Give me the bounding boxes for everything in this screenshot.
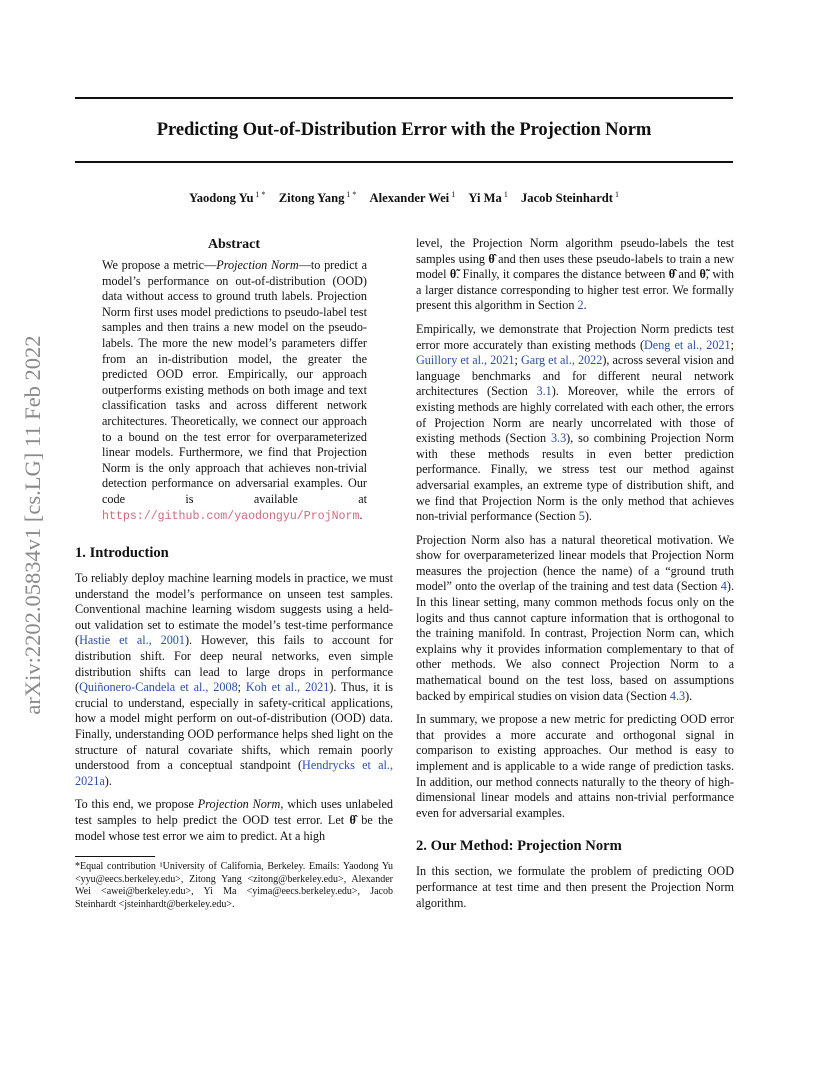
author: Yaodong Yu $^{1 *}$ [189, 190, 266, 205]
theta-hat-symbol: θ̂ [668, 267, 676, 282]
citation-link[interactable]: Hendrycks et al., 2021a [75, 758, 393, 788]
abstract-heading: Abstract [207, 237, 261, 252]
citation-link[interactable]: Quiñonero-Candela et al., 2008 [79, 680, 238, 695]
citation-link[interactable]: Guillory et al., 2021 [416, 353, 515, 368]
section-ref-link[interactable]: 4.3 [669, 688, 686, 703]
section-heading-introduction: 1. Introduction [75, 545, 169, 562]
abstract-text: We propose a metric—Projection Norm—to predict a model’s performance on out-of-distribution (OOD) data without access to ground truth labels. Projection Norm first uses model predictions to pseudo-label test samples and then trains a new model on the pseudo-labels. The more the new model’s parameters differ from an in-distribution model, the greater the predicted OOD error. Empirically, our approach outperforms existing methods on both image and text classification tasks and across different network architectures. Theoretically, we connect our approach to a bound on the test error for overparameterized linear models. Furthermore, we find that Projection Norm is the only approach that achieves non-trivial detection performance on adversarial examples. Our code is available at https://github.com/yaodongyu/ProjNorm. [102, 258, 367, 523]
author: Alexander Wei $^1$ [369, 190, 456, 205]
section-heading-method: 2. Our Method: Projection Norm [416, 838, 622, 855]
intro-paragraph-1: To reliably deploy machine learning models in practice, we must understand the model’s performance on unseen test samples. Conventional machine learning wisdom suggests using a held-out validation set to estimate the model’s test-time performance (Hastie et al., 2001). However, this fails to account for distribution shift. For deep neural networks, even simple distribution shifts can lead to large drops in performance (Quiñonero-Candela et al., 2008; Koh et al., 2021). Thus, it is crucial to understand, especially in safety-critical applications, how a model might perform on out-of-distribution (OOD) data. Finally, understanding OOD performance helps shed light on the structure of natural covariate shifts, which remain poorly understood from a conceptual standpoint (Hendrycks et al., 2021a). [75, 571, 393, 788]
right-column [416, 236, 734, 919]
section-ref-link[interactable]: 4 [720, 579, 727, 594]
footnote: *Equal contribution ¹University of California, Berkeley. Emails: Yaodong Yu <yyu@eecs.berkeley.edu>, Zitong Yang <zitong@berkeley.edu>, Alexander Wei <awei@berkeley.edu>, Yi Ma <yima@eecs.berkeley.edu>, Jacob Steinhardt <jsteinhardt@berkeley.edu>. [75, 861, 393, 910]
section-ref-link[interactable]: 2 [577, 298, 584, 313]
paper-title: Predicting Out-of-Distribution Error with the Projection Norm [156, 119, 652, 140]
title-bottom-rule [75, 161, 733, 163]
top-rule [75, 97, 733, 99]
author: Jacob Steinhardt $^1$ [520, 190, 619, 205]
citation-link[interactable]: Koh et al., 2021 [245, 680, 330, 695]
left-column [75, 236, 393, 911]
right-paragraph-4: In summary, we propose a new metric for predicting OOD error that provides a more accurate and orthogonal signal in comparison to existing approaches. Our method is easy to implement and is applicable to a wide range of prediction tasks. In addition, our method connects naturally to the theory of high-dimensional linear models and attains non-trivial performance even for adversarial examples. [416, 712, 734, 820]
citation-link[interactable]: Hastie et al., 2001 [79, 633, 185, 648]
arxiv-identifier: arXiv:2202.05834v1 [cs.LG] 11 Feb 2022 [20, 335, 45, 715]
theta-tilde-symbol: θ̃ [449, 267, 457, 282]
theta-hat-symbol: θ̂ [488, 251, 495, 266]
section-ref-link[interactable]: 3.3 [550, 431, 567, 446]
method-paragraph-1: In this section, we formulate the problem of predicting OOD performance at test time and then present the Projection Norm algorithm. [416, 864, 734, 910]
theta-tilde-symbol: θ̃ [699, 267, 706, 282]
right-paragraph-1: level, the Projection Norm algorithm pseudo-labels the test samples using θ̂ and then uses these pseudo-labels to train a new model θ̃. Finally, it compares the distance between θ̂ and θ̃, with a larger distance corresponding to higher test error. We formally present this algorithm in Section 2. [416, 236, 734, 313]
section-ref-link[interactable]: 3.1 [536, 384, 552, 399]
citation-link[interactable]: Garg et al., 2022 [520, 353, 603, 368]
author: Zitong Yang $^{1 *}$ [278, 190, 357, 205]
code-link[interactable]: https://github.com/yaodongyu/ProjNorm [102, 509, 360, 523]
intro-paragraph-2: To this end, we propose Projection Norm, which uses unlabeled test samples to help predict the OOD test error. Let θ̂ be the model whose test error we aim to predict. At a high [75, 797, 393, 843]
right-paragraph-3: Projection Norm also has a natural theoretical motivation. We show for overparameterized linear models that Projection Norm measures the projection (hence the name) of a “ground truth model” onto the overlap of the training and test data (Section 4). In this linear setting, many common methods focus only on the logits and thus cannot capture information that is orthogonal to the training manifold. In contrast, Projection Norm can, which explains why it provides information complementary to that of other methods. We also connect Projection Norm to a mathematical bound on the test loss, based on assumptions backed by empirical studies on vision data (Section 4.3). [416, 532, 734, 703]
right-paragraph-2: Empirically, we demonstrate that Projection Norm predicts test error more accurately than existing methods (Deng et al., 2021; Guillory et al., 2021; Garg et al., 2022), across several vision and language benchmarks and for different neural network architectures (Section 3.1). Moreover, while the errors of existing methods are highly correlated with each other, the errors of Projection Norm are nearly uncorrelated with those of existing methods (Section 3.3), so combining Projection Norm with these methods results in even better prediction performance. Finally, we stress test our method against adversarial examples, an extreme type of distribution shift, and we find that Projection Norm is the only method that achieves non-trivial performance (Section 5). [416, 321, 735, 524]
section-ref-link[interactable]: 5 [578, 509, 585, 524]
author: Yi Ma $^1$ [468, 190, 508, 205]
citation-link[interactable]: Deng et al., 2021 [644, 337, 731, 352]
footnote-rule [75, 856, 155, 857]
author-list [75, 190, 733, 206]
theta-hat-symbol: θ̂ [349, 813, 356, 827]
